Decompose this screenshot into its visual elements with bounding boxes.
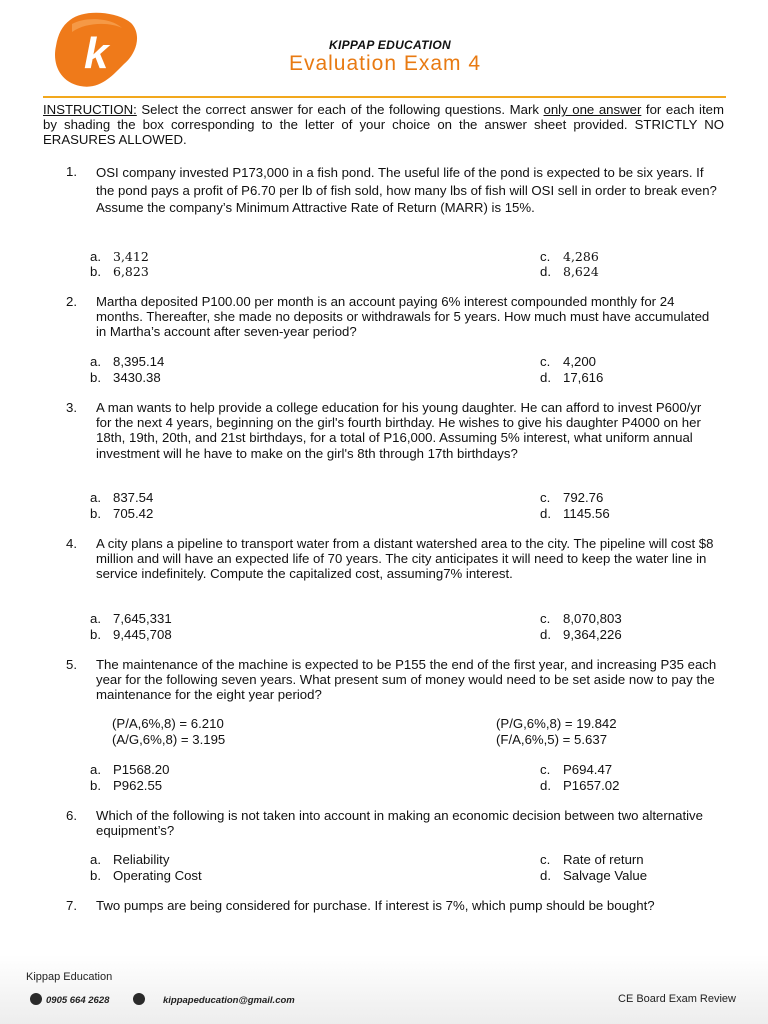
- email-icon: [133, 993, 145, 1005]
- option-b[interactable]: b. 6,823: [90, 264, 149, 279]
- option-a[interactable]: a. 8,395.14: [90, 354, 165, 369]
- page-footer: [0, 955, 768, 1024]
- option-d[interactable]: d. P1657.02: [540, 778, 620, 793]
- footer-email[interactable]: kippapeducation@gmail.com: [163, 995, 295, 1006]
- instruction-label: INSTRUCTION:: [43, 102, 137, 117]
- question-text: A man wants to help provide a college education for his young daughter. He can afford to invest P600/yr for the next 4 years, beginning on the girl's fourth birthday. He wishes to give his daughter P4000 on her 18th, 19th, 20th, and 21st birthdays, for a total of P16,000. Assuming 5% interest, what uniform annual investment will he have to make on the girl's 8th through 17th birthdays?: [96, 400, 702, 461]
- question-4: [66, 536, 720, 582]
- footer-tagline: CE Board Exam Review: [618, 993, 736, 1005]
- option-a[interactable]: a. P1568.20: [90, 762, 170, 777]
- question-number: 6.: [66, 808, 77, 823]
- question-text: The maintenance of the machine is expected to be P155 the end of the first year, and increasing P35 each year for the following seven years. What present sum of money would need to be set aside now to pay the maintenance for the eight year period?: [96, 657, 717, 703]
- factor-fa: (F/A,6%,5) = 5.637: [496, 732, 608, 747]
- instruction-emphasis: only one answer: [543, 102, 642, 117]
- option-a[interactable]: a. Reliability: [90, 852, 170, 867]
- option-b[interactable]: b. 3430.38: [90, 370, 161, 385]
- question-2: [66, 294, 720, 340]
- option-b[interactable]: b. P962.55: [90, 778, 163, 793]
- instruction-text-2: for each item by shading the box corresponding to the letter of your choice on the answer sheet provided. STRICTLY NO ERASURES ALLOWED.: [43, 102, 724, 147]
- question-text: A city plans a pipeline to transport water from a distant watershed area to the city. The pipeline will cost $8 million and will have an expected life of 70 years. The city anticipates it will need to keep the water line in service indefinitely. Compute the capitalized cost, assuming7% interest.: [96, 536, 714, 582]
- question-text: Two pumps are being considered for purchase. If interest is 7%, which pump should be bought?: [96, 898, 655, 913]
- instruction-block: [43, 102, 724, 147]
- question-7: [66, 898, 720, 913]
- question-number: 4.: [66, 536, 77, 551]
- option-c[interactable]: c. 8,070,803: [540, 611, 622, 626]
- phone-icon: [30, 993, 42, 1005]
- option-c[interactable]: c. 792.76: [540, 490, 604, 505]
- option-d[interactable]: d. 9,364,226: [540, 627, 622, 642]
- header-divider: [43, 96, 726, 98]
- factor-pa: (P/A,6%,8) = 6.210: [112, 716, 224, 731]
- question-text: Which of the following is not taken into account in making an economic decision between two alternative equipment’s?: [96, 808, 703, 839]
- instruction-text-1: Select the correct answer for each of the following questions. Mark: [136, 102, 544, 117]
- question-number: 7.: [66, 898, 77, 913]
- option-c[interactable]: c. Rate of return: [540, 852, 644, 867]
- option-b[interactable]: b. Operating Cost: [90, 868, 202, 883]
- question-3: [66, 400, 720, 461]
- question-number: 3.: [66, 400, 77, 415]
- footer-phone: 0905 664 2628: [46, 995, 110, 1006]
- option-c[interactable]: c. 4,286: [540, 249, 599, 264]
- factor-ag: (A/G,6%,8) = 3.195: [112, 732, 226, 747]
- question-number: 2.: [66, 294, 77, 309]
- factor-pg: (P/G,6%,8) = 19.842: [496, 716, 617, 731]
- footer-organization: Kippap Education: [26, 971, 113, 983]
- question-6: [66, 808, 720, 838]
- question-number: 5.: [66, 657, 77, 672]
- option-d[interactable]: d. Salvage Value: [540, 868, 648, 883]
- question-number: 1.: [66, 164, 77, 179]
- option-a[interactable]: a. 3,412: [90, 249, 149, 264]
- exam-title: Evaluation Exam 4: [288, 52, 482, 75]
- option-d[interactable]: d. 1145.56: [540, 506, 610, 521]
- option-b[interactable]: b. 705.42: [90, 506, 154, 521]
- option-a[interactable]: a. 7,645,331: [90, 611, 172, 626]
- question-text: OSI company invested P173,000 in a fish pond. The useful life of the pond is expected to be six years. If the pond pays a profit of P6.70 per lb of fish sold, how many lbs of fish will OSI sell in order to break even? Assume the company’s Minimum Attractive Rate of Return (MARR) is 15%.: [96, 165, 717, 215]
- option-d[interactable]: d. 17,616: [540, 370, 604, 385]
- question-text: Martha deposited P100.00 per month is an account paying 6% interest compounded monthly for 24 months. Thereafter, she made no deposits or withdrawals for 5 years. How much must have accumulated in Martha’s account after seven-year period?: [96, 294, 710, 340]
- logo-letter: k: [84, 29, 109, 78]
- kippap-logo: [50, 10, 140, 90]
- question-5: [66, 657, 720, 703]
- option-b[interactable]: b. 9,445,708: [90, 627, 172, 642]
- option-d[interactable]: d. 8,624: [540, 264, 599, 279]
- question-1: [66, 164, 720, 217]
- option-a[interactable]: a. 837.54: [90, 490, 154, 505]
- option-c[interactable]: c. P694.47: [540, 762, 613, 777]
- page-header: [0, 0, 768, 100]
- organization-name: KIPPAP EDUCATION: [329, 38, 451, 52]
- option-c[interactable]: c. 4,200: [540, 354, 597, 369]
